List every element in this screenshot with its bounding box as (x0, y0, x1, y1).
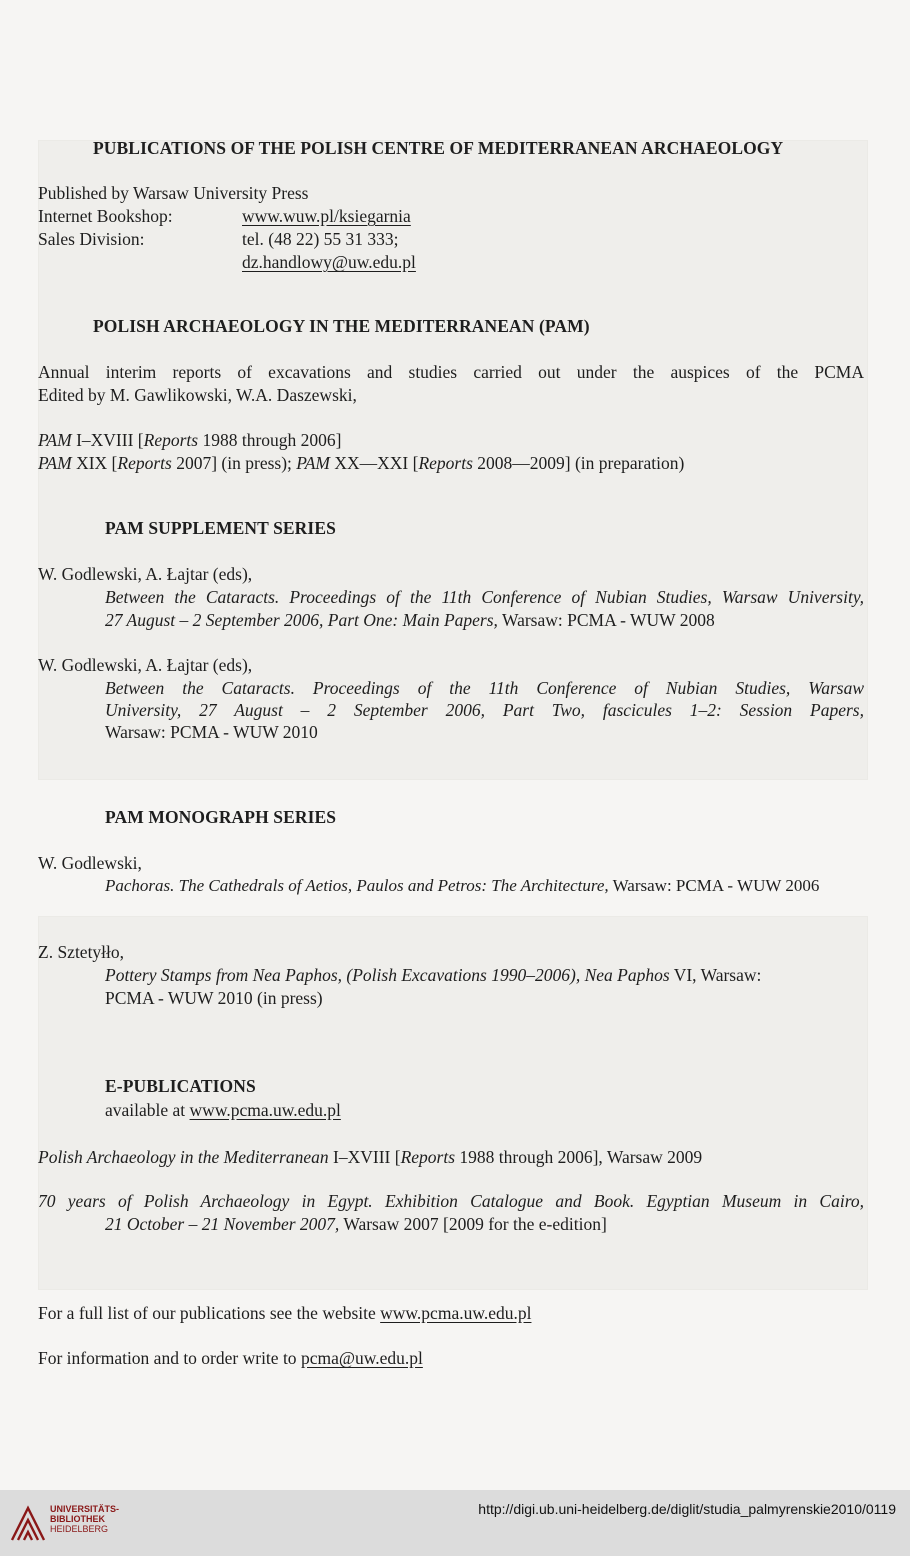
pam-abbrev: PAM (296, 453, 330, 473)
pam-abbrev: PAM (38, 453, 72, 473)
pam-years: 1988 through 2006] (198, 430, 342, 450)
epub-item-2-dates: 21 October – 21 November 2007, (105, 1214, 340, 1234)
logo-line-3: HEIDELBERG (50, 1524, 109, 1534)
monograph-title-1 (105, 875, 819, 897)
published-by: Published by Warsaw University Press (38, 183, 309, 203)
library-logo-icon (8, 1502, 48, 1544)
monograph-author-2: Z. Sztetyłło, (38, 942, 125, 962)
supplement-title-1-line1: Between the Cataracts. Proceedings of the 11th Conference of Nubian Studies, Warsaw University, (105, 587, 864, 607)
source-url[interactable]: http://digi.ub.uni-heidelberg.de/diglit/studia_palmyrenskie2010/0119 (478, 1501, 896, 1517)
sales-email-link[interactable]: dz.handlowy@uw.edu.pl (242, 252, 416, 272)
order-line (38, 1347, 423, 1369)
pam-description-line1: Annual interim reports of excavations and studies carried out under the auspices of the PCMA (38, 362, 864, 382)
pam-range: I–XVIII [ (71, 430, 144, 450)
bookshop-link[interactable]: www.wuw.pl/ksiegarnia (242, 206, 411, 226)
logo-line-2: BIBLIOTHEK (50, 1514, 105, 1524)
pam-volumes-2 (38, 452, 684, 474)
epub-item-1-title: Polish Archaeology in the Mediterranean (38, 1147, 329, 1167)
pam-text: 2008—2009] (in preparation) (472, 453, 685, 473)
pam-text: 2007] (in press); (171, 453, 297, 473)
supplement-publisher-2: Warsaw: PCMA - WUW 2010 (105, 722, 318, 742)
monograph-title-2-rest: VI, Warsaw: (669, 965, 762, 985)
pam-heading: POLISH ARCHAEOLOGY IN THE MEDITERRANEAN (PAM) (93, 316, 590, 336)
reports-word: Reports (143, 430, 199, 450)
monograph-title-1-italic: Pachoras. The Cathedrals of Aetios, Paulos and Petros: The Architecture, (105, 876, 609, 895)
supplement-title-1-italic: 27 August – 2 September 2006, Part One: Main Papers, (105, 610, 498, 630)
monograph-publisher-2: PCMA - WUW 2010 (in press) (105, 988, 323, 1008)
epub-available-label: available at (105, 1100, 190, 1120)
supplement-title-2-line1: Between the Cataracts. Proceedings of the 11th Conference of Nubian Studies, Warsaw (105, 678, 864, 698)
monograph-heading: PAM MONOGRAPH SERIES (105, 807, 337, 827)
order-text: For information and to order write to (38, 1348, 301, 1368)
supplement-author-1: W. Godlewski, A. Łajtar (eds), (38, 564, 253, 584)
monograph-title-2 (105, 964, 761, 986)
pam-abbrev: PAM (38, 430, 72, 450)
supplement-title-2-line2: University, 27 August – 2 September 2006, Part Two, fascicules 1–2: Session Papers, (105, 700, 864, 720)
full-list-text: For a full list of our publications see the website (38, 1303, 381, 1323)
epub-item-2-rest: Warsaw 2007 [2009 for the e-edition] (339, 1214, 607, 1234)
monograph-author-1: W. Godlewski, (38, 853, 142, 873)
monograph-publisher-1: Warsaw: PCMA - WUW 2006 (608, 876, 820, 895)
page-title: PUBLICATIONS OF THE POLISH CENTRE OF MEDITERRANEAN ARCHAEOLOGY (93, 138, 784, 158)
order-email-link[interactable]: pcma@uw.edu.pl (300, 1348, 423, 1368)
epub-item-2-line1: 70 years of Polish Archaeology in Egypt. Exhibition Catalogue and Book. Egyptian Museum in Cairo, (38, 1191, 864, 1211)
epub-item-1 (38, 1146, 702, 1168)
bookshop-label: Internet Bookshop: (38, 206, 173, 226)
epub-item-2-line2 (105, 1213, 607, 1235)
pam-volumes-1 (38, 429, 341, 451)
full-list-line (38, 1302, 531, 1324)
epub-available (105, 1099, 341, 1121)
supplement-publisher-1: Warsaw: PCMA - WUW 2008 (497, 610, 715, 630)
logo-line-1: UNIVERSITÄTS- (50, 1504, 120, 1514)
footer-bar (0, 1490, 910, 1556)
reports-word: Reports (400, 1147, 456, 1167)
supplement-title-1-line2 (105, 609, 715, 631)
pam-text: XIX [ (71, 453, 118, 473)
pam-editors: Edited by M. Gawlikowski, W.A. Daszewski, (38, 385, 357, 405)
sales-tel: tel. (48 22) 55 31 333; (242, 229, 399, 249)
pam-text: XX—XXI [ (329, 453, 419, 473)
full-list-link[interactable]: www.pcma.uw.edu.pl (380, 1303, 532, 1323)
sales-label: Sales Division: (38, 229, 145, 249)
library-logo-text (50, 1504, 119, 1534)
supplement-author-2: W. Godlewski, A. Łajtar (eds), (38, 655, 253, 675)
reports-word: Reports (418, 453, 473, 473)
epub-link[interactable]: www.pcma.uw.edu.pl (189, 1100, 341, 1120)
epub-item-1-text: I–XVIII [ (328, 1147, 401, 1167)
monograph-title-2-italic: Pottery Stamps from Nea Paphos, (Polish Excavations 1990–2006), Nea Paphos (105, 965, 670, 985)
epub-item-1-text: 1988 through 2006], Warsaw 2009 (455, 1147, 703, 1167)
reports-word: Reports (117, 453, 172, 473)
epub-heading: E-PUBLICATIONS (105, 1076, 256, 1096)
supplement-heading: PAM SUPPLEMENT SERIES (105, 518, 336, 538)
